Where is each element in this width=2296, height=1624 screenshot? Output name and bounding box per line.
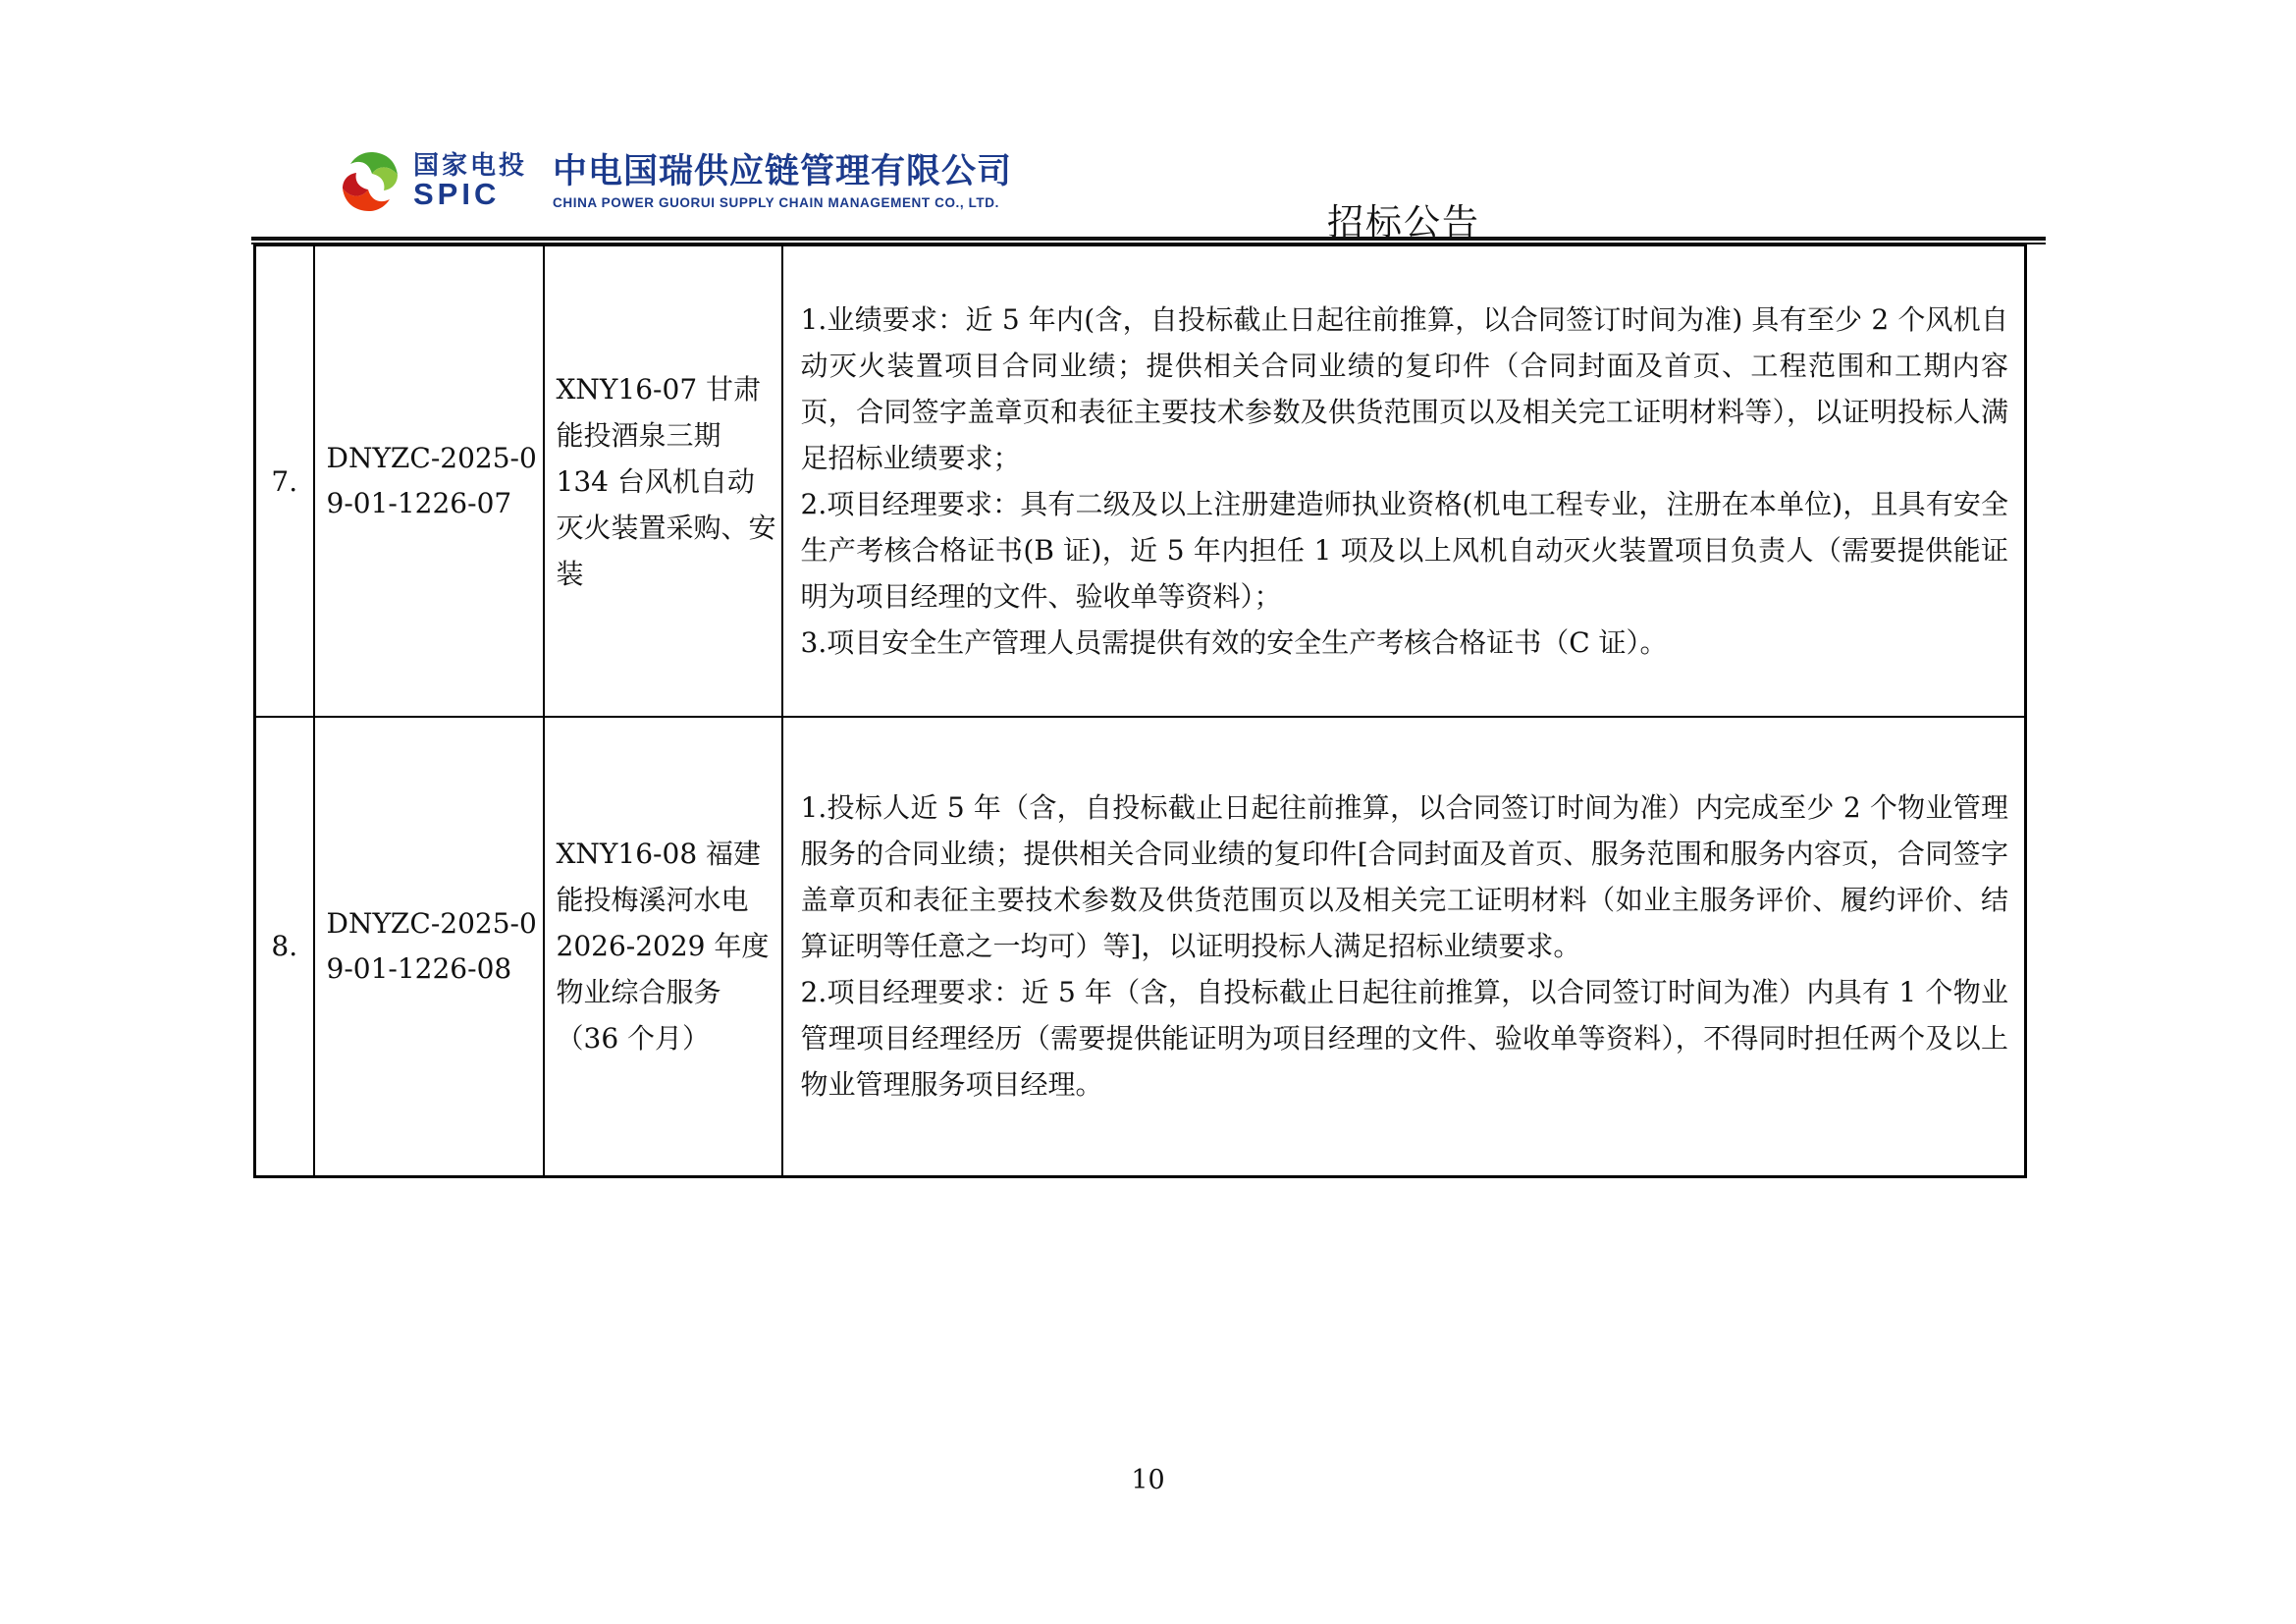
qualification-requirements-cell [782,245,2026,717]
row-number-cell: 8. [255,717,314,1176]
brand-text [413,152,527,211]
spic-logo-icon [339,149,401,214]
company-name-cn: 中电国瑞供应链管理有限公司 [553,152,1013,191]
package-name-cell: XNY16-07 甘肃能投酒泉三期 134 台风机自动灭火装置采购、安装 [544,245,782,717]
package-name-cell: XNY16-08 福建能投梅溪河水电 2026-2029 年度物业综合服务（36 个月） [544,717,782,1176]
company-name-block [553,153,1012,210]
company-name-en: CHINA POWER GUORUI SUPPLY CHAIN MANAGEMENT CO., LTD. [553,194,999,210]
row-number-cell: 7. [255,245,314,717]
table-row [255,245,2026,717]
qualification-requirements-cell [782,717,2026,1176]
requirement-paragraph: 2.项目经理要求：近 5 年（含，自投标截止日起往前推算，以合同签订时间为准）内具有 1 个物业管理项目经理经历（需要提供能证明为项目经理的文件、验收单等资料），不得同时担任两个及以上物业管理服务项目经理。 [800,976,2008,1102]
tender-table [253,244,2027,1178]
table-row [255,717,2026,1176]
requirement-paragraph: 1.投标人近 5 年（含，自投标截止日起往前推算，以合同签订时间为准）内完成至少 2 个物业管理服务的合同业绩；提供相关合同业绩的复印件[合同封面及首页、服务范围和服务内容页，合同签字盖章页和表征主要技术参数及供货范围页以及相关完工证明材料（如业主服务评价、履约评价、结算证明等任意之一均可）等]，以证明投标人满足招标业绩要求。 [800,791,2008,963]
requirement-paragraph: 3.项目安全生产管理人员需提供有效的安全生产考核合格证书（C 证）。 [800,626,1668,659]
requirement-paragraph: 2.项目经理要求：具有二级及以上注册建造师执业资格(机电工程专业，注册在本单位)，且具有安全生产考核合格证书(B 证)，近 5 年内担任 1 项及以上风机自动灭火装置项目负责人（需要提供能证明为项目经理的文件、验收单等资料）； [800,488,2008,613]
page-number: 10 [1131,1465,1165,1495]
company-logo [339,149,1012,214]
project-code-cell: DNYZC-2025-09-01-1226-08 [314,717,544,1176]
requirement-paragraph: 1.业绩要求：近 5 年内(含，自投标截止日起往前推算，以合同签订时间为准) 具有至少 2 个风机自动灭火装置项目合同业绩；提供相关合同业绩的复印件（合同封面及首页、工程范围和工期内容页，合同签字盖章页和表征主要技术参数及供货范围页以及相关完工证明材料等），以证明投标人满足招标业绩要求； [800,303,2008,474]
header-rule [251,237,2046,244]
page-title: 招标公告 [1327,201,1480,244]
project-code-cell: DNYZC-2025-09-01-1226-07 [314,245,544,717]
brand-name-cn: 国家电投 [413,150,528,181]
brand-name-en: SPIC [413,177,501,212]
